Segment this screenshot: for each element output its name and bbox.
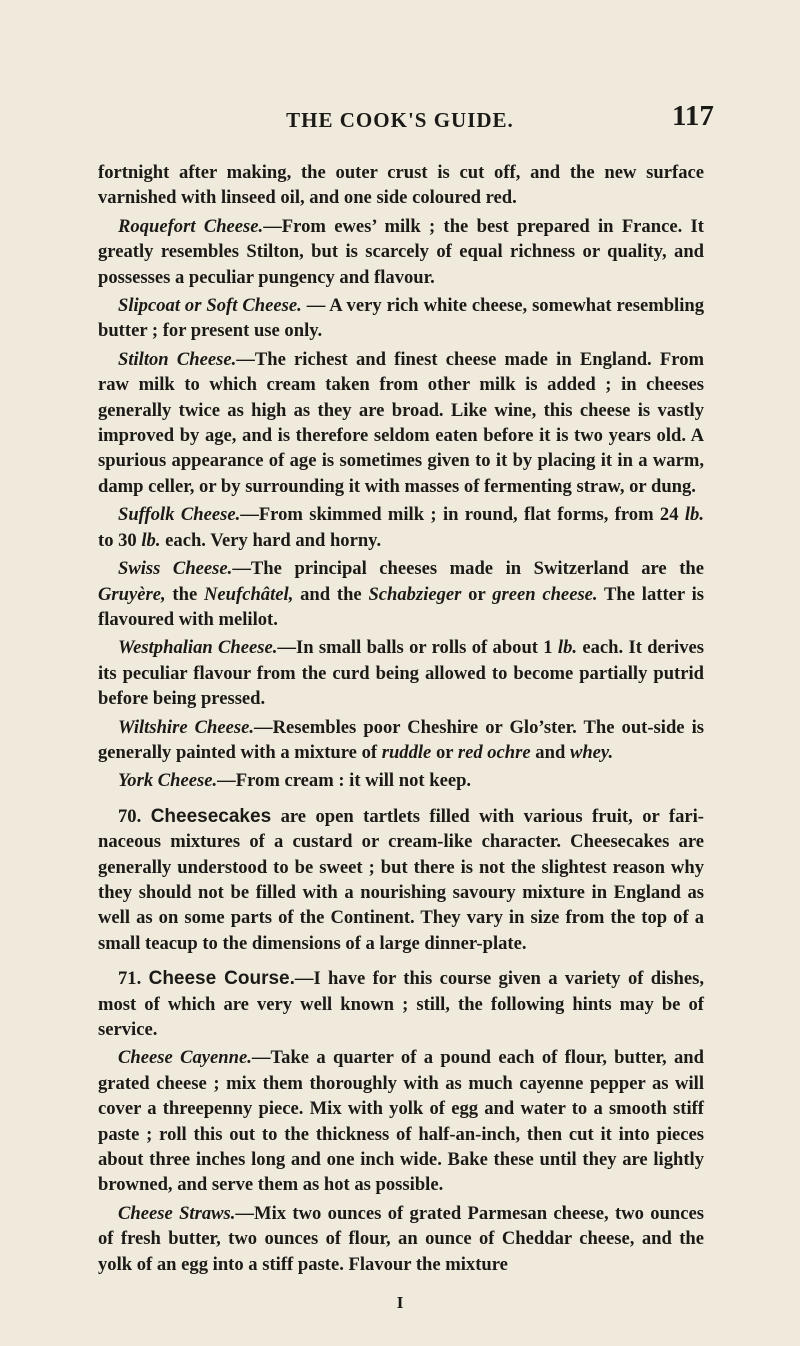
paragraph-text: fortnight after making, the outer crust is cut off, and the new surface varnished with linseed oil, and one side coloured red. xyxy=(98,162,704,209)
entry-stilton xyxy=(98,347,704,499)
entry-text: each. Very hard and horny. xyxy=(160,529,382,551)
unit-lb: lb. xyxy=(141,529,161,551)
entry-text: the xyxy=(165,583,204,605)
recipe-text: —Take a quarter of a pound each of flour, butter, and grated cheese ; mix them thoroughly with as much cayenne pepper as will cover a threepenny piece. Mix with yolk of egg and water to a smooth stiff paste ; roll this out to the thickness of half-an-inch, then cut it into pieces about three inches long and one inch wide. Bake these until they are lightly browned, and serve them as hot as possible. xyxy=(98,1047,704,1196)
entry-text: The latter is flavoured with melilot. xyxy=(98,583,705,630)
cheese-name: Gruyère, xyxy=(98,583,166,605)
entry-text: and xyxy=(530,741,570,763)
recipe-text: —Mix two ounces of grated Parmesan cheese, two ounces of fresh butter, two ounces of flour, an ounce of Cheddar cheese, and the yolk of an egg into a stiff paste. Flavour the mixture xyxy=(98,1202,704,1275)
cheese-name: green cheese. xyxy=(492,583,598,605)
entry-text: — A very rich white cheese, somewhat resembling butter ; for present use only. xyxy=(98,295,705,342)
entry-swiss xyxy=(98,556,704,632)
section-heading: Cheese Course. xyxy=(148,968,295,990)
entry-term: Wiltshire Cheese. xyxy=(118,716,255,738)
cheese-name: Schabzieger xyxy=(368,583,462,605)
recipe-title: Cheese Cayenne. xyxy=(118,1047,252,1069)
section-text: —I have for this course given a variety of dishes, most of which are very well known ; still, the following hints may be of service. xyxy=(98,968,704,1040)
section-number: 71. xyxy=(118,968,142,990)
entry-term: York Cheese. xyxy=(118,770,218,792)
running-head: THE COOK'S GUIDE. xyxy=(286,108,514,132)
unit-lb: lb. xyxy=(557,637,578,659)
entry-westphalian xyxy=(98,635,704,711)
entry-text: —From skimmed milk ; in round, flat forms, from 24 xyxy=(240,504,685,526)
section-text: are open tartlets filled with various fruit, or fari-naceous mixtures of a custard or cream-like character. Cheesecakes are generally understood to be sweet ; but there is not the slightest reason why they should not be filled with a nourishing savoury mixture in England as well as on some parts of the Continent. They vary in size from the top of a small teacup to the dimensions of a large dinner-plate. xyxy=(98,805,704,954)
paragraph-continuation xyxy=(98,160,704,211)
recipe-title: Cheese Straws. xyxy=(118,1202,236,1224)
ingredient: ruddle xyxy=(381,741,432,763)
entry-text: —In small balls or rolls of about 1 xyxy=(277,637,558,659)
entry-roquefort xyxy=(98,214,704,290)
section-heading: Cheesecakes xyxy=(150,805,272,827)
unit-lb: lb. xyxy=(684,504,704,526)
ingredient: whey. xyxy=(569,741,614,763)
entry-term: Swiss Cheese. xyxy=(118,558,233,580)
section-71 xyxy=(98,966,704,1042)
entry-term: Westphalian Cheese. xyxy=(118,637,278,659)
recipe-cheese-cayenne xyxy=(98,1045,704,1197)
entry-wiltshire xyxy=(98,715,704,766)
entry-text: —From ewes’ milk ; the best prepared in France. It greatly resembles Stilton, but is scarcely of equal richness or quality, and possesses a peculiar pungency and flavour. xyxy=(98,215,704,288)
cheese-name: Neufchâtel, xyxy=(204,583,294,605)
entry-text: —The richest and finest cheese made in England. From raw milk to which cream taken from other milk is added ; in cheeses generally twice as high as they are broad. Like wine, this cheese is vastly improved by age, and is therefore seldom eaten before it is two years old. A spurious appearance of age is sometimes given to it by placing it in a warm, damp celler, or by surrounding it with masses of fermenting straw, or dung. xyxy=(98,348,704,497)
entry-text: or xyxy=(461,583,493,605)
page-body xyxy=(98,160,704,1280)
section-number: 70. xyxy=(118,805,142,827)
ingredient: red ochre xyxy=(457,741,531,763)
entry-text: —Resembles poor Cheshire or Glo’ster. The out-side is generally painted with a mixture of xyxy=(98,716,704,763)
entry-text: —From cream : it will not keep. xyxy=(217,770,472,792)
recipe-cheese-straws xyxy=(98,1201,704,1277)
entry-text: —The principal cheeses made in Switzerland are the xyxy=(232,558,704,580)
section-70 xyxy=(98,804,704,956)
entry-suffolk xyxy=(98,502,704,553)
entry-term: Stilton Cheese. xyxy=(118,348,237,370)
entry-york xyxy=(98,768,704,793)
signature-mark: I xyxy=(396,1293,404,1312)
page-number: 117 xyxy=(672,100,714,132)
entry-text: and the xyxy=(293,583,369,605)
entry-term: Suffolk Cheese. xyxy=(118,504,241,526)
entry-text: each. It derives its peculiar flavour from the curd being allowed to become partially putrid before being pressed. xyxy=(98,637,705,710)
entry-term: Roquefort Cheese. xyxy=(118,215,264,237)
page-header xyxy=(0,100,800,134)
entry-text: to 30 xyxy=(98,529,142,551)
entry-slipcoat xyxy=(98,293,704,344)
entry-term: Slipcoat or Soft Cheese. xyxy=(118,295,302,317)
entry-text: or xyxy=(431,741,458,763)
